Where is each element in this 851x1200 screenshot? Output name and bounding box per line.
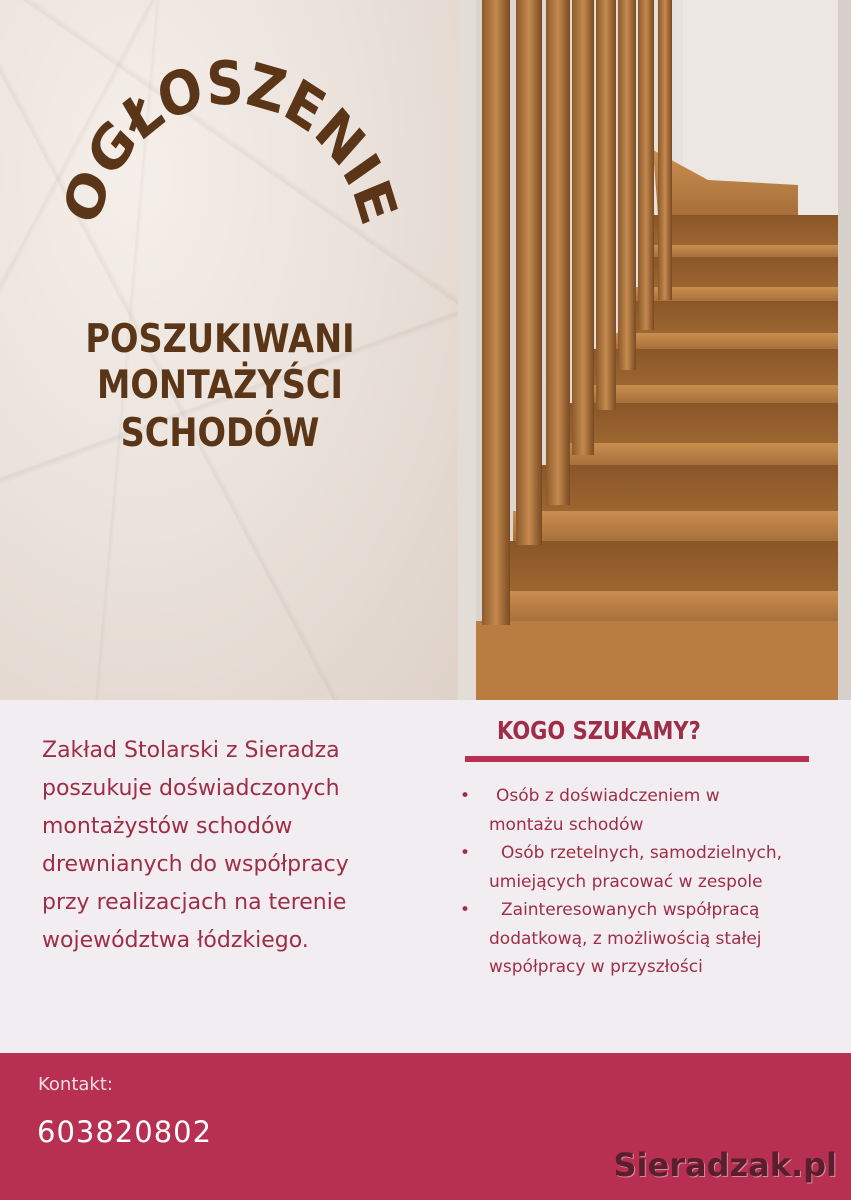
list-item-line: Osób z doświadczeniem w	[496, 786, 720, 806]
list-item	[458, 839, 838, 896]
watermark: Sieradzak.pl	[613, 1146, 837, 1184]
intro-line: drewnianych do współpracy	[42, 852, 349, 877]
intro-line: województwa łódzkiego.	[42, 928, 309, 953]
requirements-list	[458, 782, 838, 982]
requirements-heading: KOGO SZUKAMY?	[497, 716, 701, 745]
contact-phone[interactable]: 603820802	[37, 1115, 213, 1149]
subtitle-line-1: POSZUKIWANI	[85, 317, 355, 362]
list-item	[458, 782, 838, 839]
bullet-icon: •	[459, 786, 471, 806]
intro-line: poszukuje doświadczonych	[42, 776, 340, 801]
bullet-icon: •	[459, 843, 471, 863]
subtitle-line-3: SCHODÓW	[120, 411, 320, 456]
intro-line: montażystów schodów	[42, 814, 293, 839]
list-item-line: umiejących pracować w zespole	[489, 871, 763, 892]
subtitle-line-2: MONTAŻYŚCI	[96, 363, 344, 408]
heading-divider	[465, 756, 809, 762]
list-item-line: montażu schodów	[489, 814, 644, 835]
paper-background	[0, 0, 458, 700]
list-item-line: Osób rzetelnych, samodzielnych,	[501, 843, 783, 863]
intro-paragraph	[42, 732, 432, 960]
headline-text: OGŁOSZENIE	[51, 48, 409, 234]
contact-label: Kontakt:	[38, 1074, 113, 1095]
intro-line: przy realizacjach na terenie	[42, 890, 347, 915]
stairs-photo	[458, 0, 851, 700]
list-item-line: współpracy w przyszłości	[489, 957, 703, 977]
list-item-line: Zainteresowanych współpracą	[501, 900, 760, 920]
headline-arc	[0, 0, 458, 330]
bullet-icon: •	[459, 900, 471, 920]
list-item	[458, 896, 838, 982]
list-item-line: dodatkową, z możliwością stałej	[489, 928, 762, 949]
intro-line: Zakład Stolarski z Sieradza	[42, 738, 340, 763]
